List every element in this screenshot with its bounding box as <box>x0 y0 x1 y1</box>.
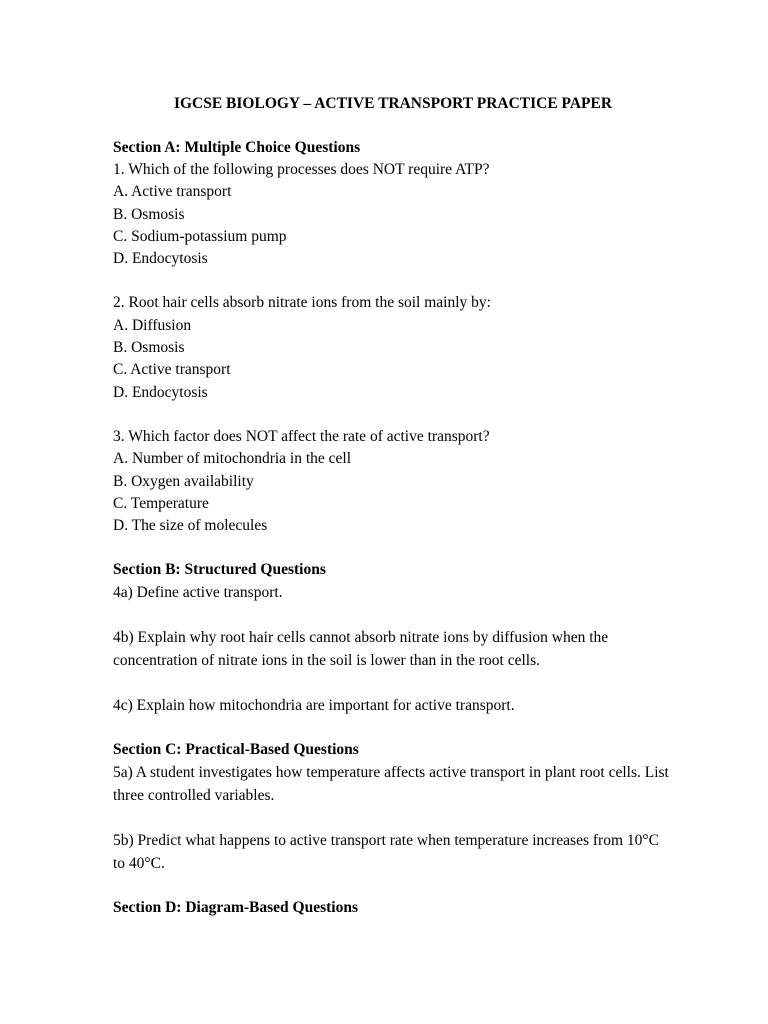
question-1-option-d: D. Endocytosis <box>113 250 208 268</box>
question-3-option-a: A. Number of mitochondria in the cell <box>113 450 352 468</box>
section-c-heading: Section C: Practical-Based Questions <box>113 741 359 759</box>
question-1-text: 1. Which of the following processes does NOT require ATP? <box>113 161 490 178</box>
paper-title: IGCSE BIOLOGY – ACTIVE TRANSPORT PRACTICE PAPER <box>173 95 613 112</box>
question-2-option-a: A. Diffusion <box>113 316 192 334</box>
section-a <box>113 137 673 537</box>
question-3-option-b: B. Oxygen availability <box>113 472 254 490</box>
section-b <box>113 559 673 717</box>
document-page <box>113 93 673 919</box>
question-5a: 5a) A student investigates how temperature affects active transport in plant root cells. List three controlled variables. <box>113 764 669 805</box>
question-4c: 4c) Explain how mitochondria are important for active transport. <box>113 697 515 715</box>
question-2 <box>113 292 673 403</box>
section-d-heading: Section D: Diagram-Based Questions <box>113 899 358 917</box>
question-1 <box>113 159 673 270</box>
section-a-heading: Section A: Multiple Choice Questions <box>113 139 361 156</box>
question-4b: 4b) Explain why root hair cells cannot absorb nitrate ions by diffusion when the concentration of nitrate ions in the soil is lower than in the root cells. <box>113 629 609 670</box>
question-2-option-c: C. Active transport <box>113 361 231 379</box>
question-1-option-c: C. Sodium-potassium pump <box>113 227 287 245</box>
question-3-text: 3. Which factor does NOT affect the rate of active transport? <box>113 427 490 445</box>
question-2-option-d: D. Endocytosis <box>113 383 208 401</box>
question-4a: 4a) Define active transport. <box>113 584 283 602</box>
question-1-option-b: B. Osmosis <box>113 205 185 223</box>
section-c <box>113 739 673 875</box>
question-1-option-a: A. Active transport <box>113 183 232 201</box>
section-d <box>113 897 673 919</box>
question-5b: 5b) Predict what happens to active transport rate when temperature increases from 10°C to 40°C. <box>113 832 659 873</box>
question-3-option-d: D. The size of molecules <box>113 517 268 535</box>
question-3-option-c: C. Temperature <box>113 494 209 512</box>
question-3 <box>113 426 673 537</box>
question-2-option-b: B. Osmosis <box>113 339 185 357</box>
section-b-heading: Section B: Structured Questions <box>113 561 326 579</box>
question-2-text: 2. Root hair cells absorb nitrate ions from the soil mainly by: <box>113 294 491 312</box>
